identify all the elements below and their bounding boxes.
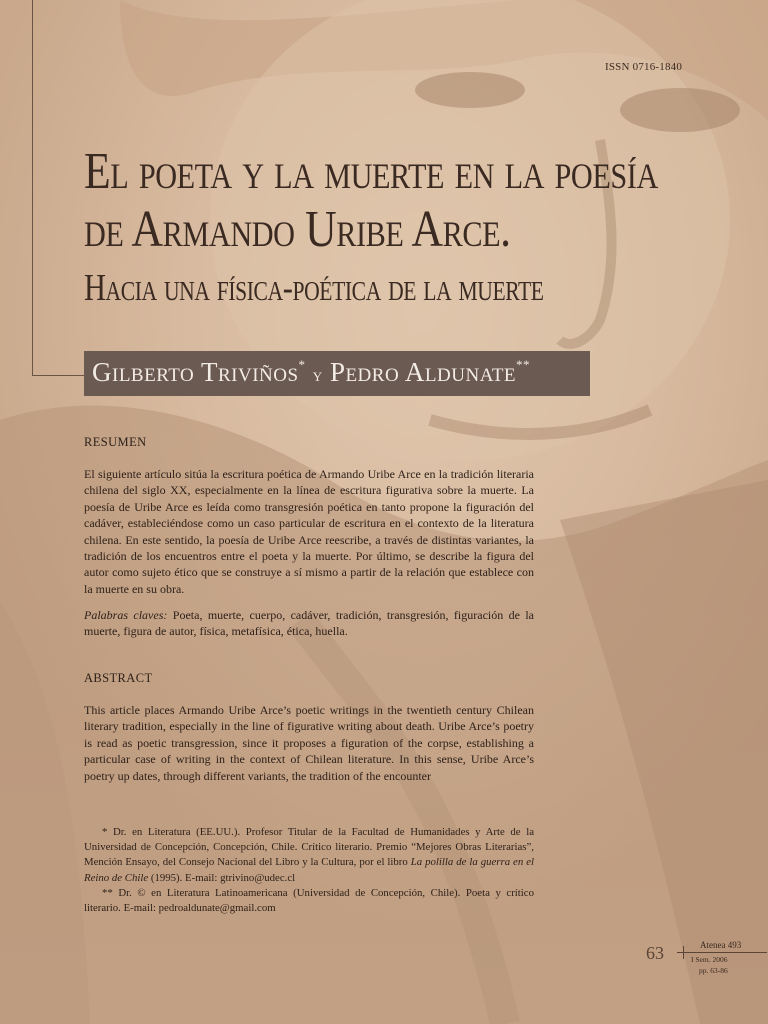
frame-line-horizontal xyxy=(32,375,84,376)
abstract-body: This article places Armando Uribe Arce’s poetic writings in the twentieth century Chilean literary tradition, especially in the line of figurative writing about death. Uribe Arce’s poetry is read as poetic transgression, since it proposes a figuration of the corpse, establishing a particular case of writing in the context of Chilean literature. In this sense, Uribe Arce’s poetry up dates, through different variants, the tradition of the encounter xyxy=(84,703,534,783)
journal-semester: I Sem. 2006 xyxy=(691,955,728,964)
issn-label: ISSN 0716-1840 xyxy=(605,61,683,73)
page-number: 63 xyxy=(646,943,664,963)
article-subtitle: Hacia una física-poética de la muerte xyxy=(84,267,544,309)
article-title-line-1: El poeta y la muerte en la poesía xyxy=(84,143,658,200)
author-name-2: Pedro Aldunate xyxy=(329,357,517,387)
footnote-1-text: * Dr. en Literatura (EE.UU.). Profesor Titular de la Facultad de Humanidades y Arte de la Universidad de Concepción, Concepción, Chile. Crítico literario. Premio “Mejores Obras Literarias”, Mención Ensayo, del Consejo Nacional del Libro y la Cultura, por el libro xyxy=(84,826,534,869)
footer-divider xyxy=(677,952,767,953)
page-range: pp. 63-86 xyxy=(699,966,728,975)
author-1-footnote-mark: * xyxy=(298,357,306,372)
footer-tick xyxy=(683,946,684,959)
author-2-footnote-mark: ** xyxy=(516,357,531,372)
footnote-1 xyxy=(84,825,534,886)
keywords-label: Palabras claves: xyxy=(84,608,168,622)
article-title-line-2: de Armando Uribe Arce. xyxy=(84,201,511,258)
footnote-2: ** Dr. © en Literatura Latinoamericana (Universidad de Concepción, Chile). Poeta y crítico literario. E-mail: pedroaldunate@gmail.com xyxy=(84,886,534,915)
resumen-body: El siguiente artículo sitúa la escritura poética de Armando Uribe Arce en la tradición literaria chilena del siglo XX, especialmente en la línea de escritura figurativa sobre la muerte. La poesía de Uribe Arce es leída como transgresión poética en tanto propone la figuración del cadáver, estableciéndose como un caso particular de escritura en el contexto de la literatura chilena. En este sentido, la poesía de Uribe Arce reescribe, a través de distintas variantes, la tradición de los encuentros entre el poeta y la muerte. Por último, se describe la figura del autor como sujeto ético que se construye a sí mismo a partir de la relación que establece con la muerte en su obra. xyxy=(84,467,534,596)
author-name-1: Gilberto Triviños xyxy=(92,357,299,387)
abstract-heading: ABSTRACT xyxy=(84,671,153,685)
keywords-paragraph xyxy=(84,607,534,640)
footnotes xyxy=(84,825,534,916)
frame-line-vertical xyxy=(32,0,33,375)
keywords-list: Poeta, muerte, cuerpo, cadáver, tradición, transgresión, figuración de la muerte, figura de autor, física, metafísica, ética, huella. xyxy=(84,608,535,639)
authors-connector: y xyxy=(312,365,323,385)
authors-bar xyxy=(84,351,590,396)
authors-line xyxy=(92,357,530,388)
resumen-heading: RESUMEN xyxy=(84,435,147,449)
journal-name: Atenea 493 xyxy=(700,940,742,950)
footnote-1-book-title: La polilla de la guerra en el Reino de Chile xyxy=(84,856,534,884)
footnote-1-email: (1995). E-mail: gtrivino@udec.cl xyxy=(148,871,296,884)
